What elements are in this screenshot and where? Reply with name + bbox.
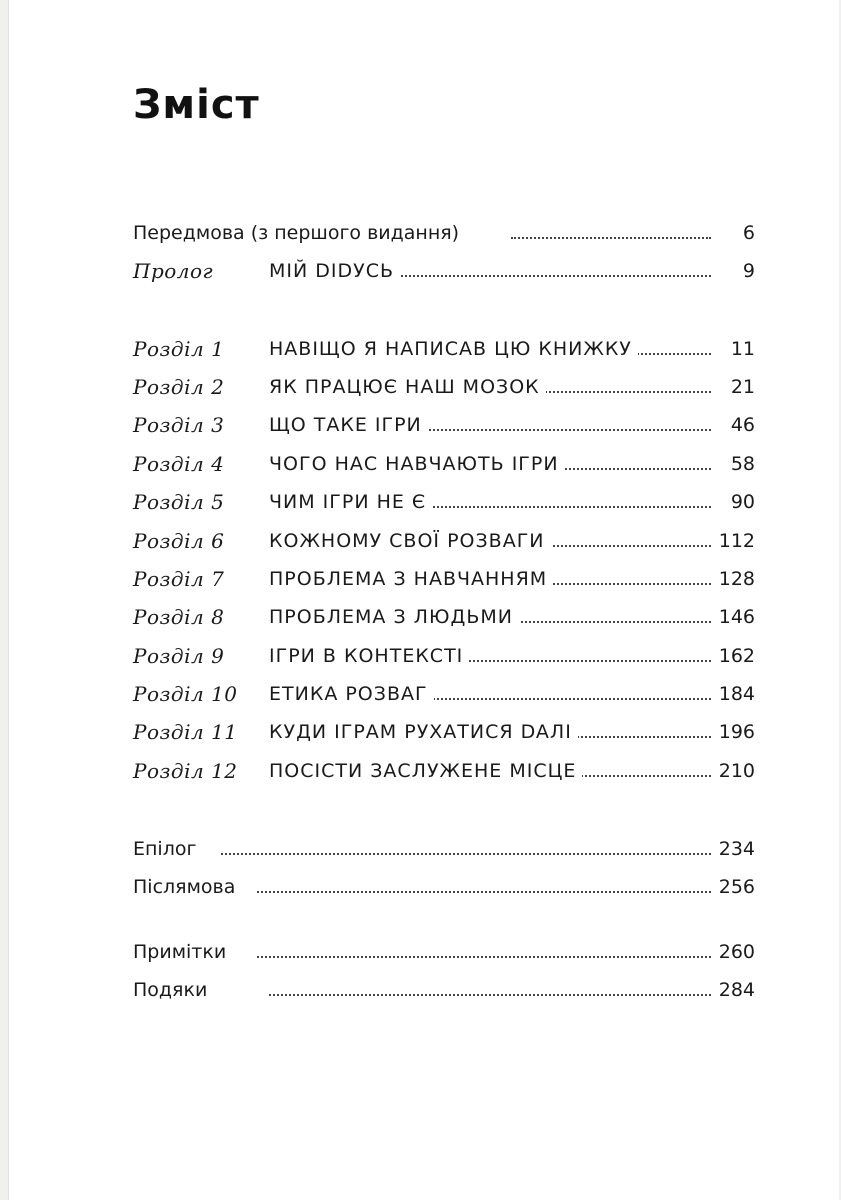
toc-entry-label: Розділ 12 <box>133 759 238 783</box>
toc-entry-page: 234 <box>718 838 755 860</box>
toc-entry-chapter-5[interactable] <box>133 487 755 517</box>
toc-entry-label: Розділ 6 <box>133 529 225 553</box>
toc-leader-dots <box>269 994 711 996</box>
toc-entry-chapter-10[interactable] <box>133 679 755 709</box>
toc-entry-title: ІГРИ В КОНТЕКСТІ <box>269 641 469 671</box>
toc-entry-label: Пролог <box>133 259 214 283</box>
toc-entry-title: МІЙ DIDУСЬ <box>269 256 400 286</box>
toc-entry-preface[interactable] <box>133 218 755 248</box>
toc-entry-label: Розділ 9 <box>133 644 225 668</box>
toc-entry-title: ЩО ТАКЕ ІГРИ <box>269 410 428 440</box>
toc-entry-label: Розділ 7 <box>133 567 225 591</box>
toc-entry-page: 162 <box>718 645 755 667</box>
toc-entry-epilogue[interactable] <box>133 834 755 864</box>
toc-entry-title: ПРОБЛЕМА З ЛЮДЬМИ <box>269 602 519 632</box>
toc-entry-chapter-7[interactable] <box>133 564 755 594</box>
toc-entry-label: Розділ 2 <box>133 375 225 399</box>
toc-entry-page: 260 <box>718 941 755 963</box>
book-page <box>8 0 839 1200</box>
toc-entry-chapter-12[interactable] <box>133 756 755 786</box>
toc-leader-dots <box>257 891 711 893</box>
toc-entry-label: Розділ 4 <box>133 452 225 476</box>
toc-leader-dots <box>221 853 711 855</box>
toc-entry-chapter-1[interactable] <box>133 334 755 364</box>
page-title: Зміст <box>133 82 260 128</box>
toc-entry-chapter-4[interactable] <box>133 449 755 479</box>
toc-leader-dots <box>257 956 711 958</box>
toc-entry-title: ПРОБЛЕМА З НАВЧАННЯМ <box>269 564 553 594</box>
toc-entry-label: Передмова (з першого видання) <box>133 222 460 244</box>
toc-entry-title: КУДИ ІГРАМ РУХАТИСЯ DAЛІ <box>269 717 578 747</box>
toc-entry-page: 256 <box>718 876 755 898</box>
toc-entry-chapter-9[interactable] <box>133 641 755 671</box>
toc-entry-title: ПОСІСТИ ЗАСЛУЖЕНЕ МІСЦЕ <box>269 756 582 786</box>
toc-entry-chapter-2[interactable] <box>133 372 755 402</box>
toc-entry-page: 46 <box>730 414 755 436</box>
toc-entry-label: Післямова <box>133 876 236 898</box>
toc-entry-page: 11 <box>730 338 755 360</box>
toc-entry-label: Розділ 8 <box>133 605 225 629</box>
toc-entry-page: 128 <box>718 568 755 590</box>
toc-entry-notes[interactable] <box>133 937 755 967</box>
toc-entry-title: НАВІЩО Я НАПИСАВ ЦЮ КНИЖКУ <box>269 334 638 364</box>
toc-entry-page: 210 <box>718 760 755 782</box>
toc-entry-title: ЕТИКА РОЗВАГ <box>269 679 434 709</box>
toc-entry-chapter-11[interactable] <box>133 717 755 747</box>
toc-entry-page: 146 <box>718 606 755 628</box>
toc-entry-label: Подяки <box>133 979 208 1001</box>
toc-entry-page: 90 <box>730 491 755 513</box>
toc-entry-afterword[interactable] <box>133 872 755 902</box>
toc-entry-title: КОЖНОМУ СВОЇ РОЗВАГИ <box>269 526 551 556</box>
toc-entry-title: ЧОГО НАС НАВЧАЮТЬ ІГРИ <box>269 449 565 479</box>
toc-entry-page: 9 <box>742 260 755 282</box>
toc-entry-page: 284 <box>718 979 755 1001</box>
toc-entry-title: ЯК ПРАЦЮЄ НАШ МОЗОК <box>269 372 546 402</box>
toc-entry-label: Розділ 5 <box>133 490 225 514</box>
toc-entry-chapter-8[interactable] <box>133 602 755 632</box>
toc-entry-label: Примітки <box>133 941 227 963</box>
toc-entry-chapter-6[interactable] <box>133 526 755 556</box>
toc-entry-acknowledgements[interactable] <box>133 975 755 1005</box>
toc-entry-page: 6 <box>742 222 755 244</box>
toc-entry-chapter-3[interactable] <box>133 410 755 440</box>
toc-entry-label: Розділ 3 <box>133 413 225 437</box>
toc-leader-dots <box>511 237 711 239</box>
toc-entry-page: 21 <box>730 376 755 398</box>
toc-entry-title: ЧИМ ІГРИ НЕ Є <box>269 487 432 517</box>
toc-entry-prologue[interactable] <box>133 256 755 286</box>
toc-entry-page: 184 <box>718 683 755 705</box>
toc-entry-page: 112 <box>718 530 755 552</box>
toc-entry-label: Епілог <box>133 838 197 860</box>
toc-entry-label: Розділ 10 <box>133 682 238 706</box>
toc-entry-page: 58 <box>730 453 755 475</box>
toc-entry-label: Розділ 1 <box>133 337 225 361</box>
toc-entry-label: Розділ 11 <box>133 720 238 744</box>
toc-entry-page: 196 <box>718 721 755 743</box>
